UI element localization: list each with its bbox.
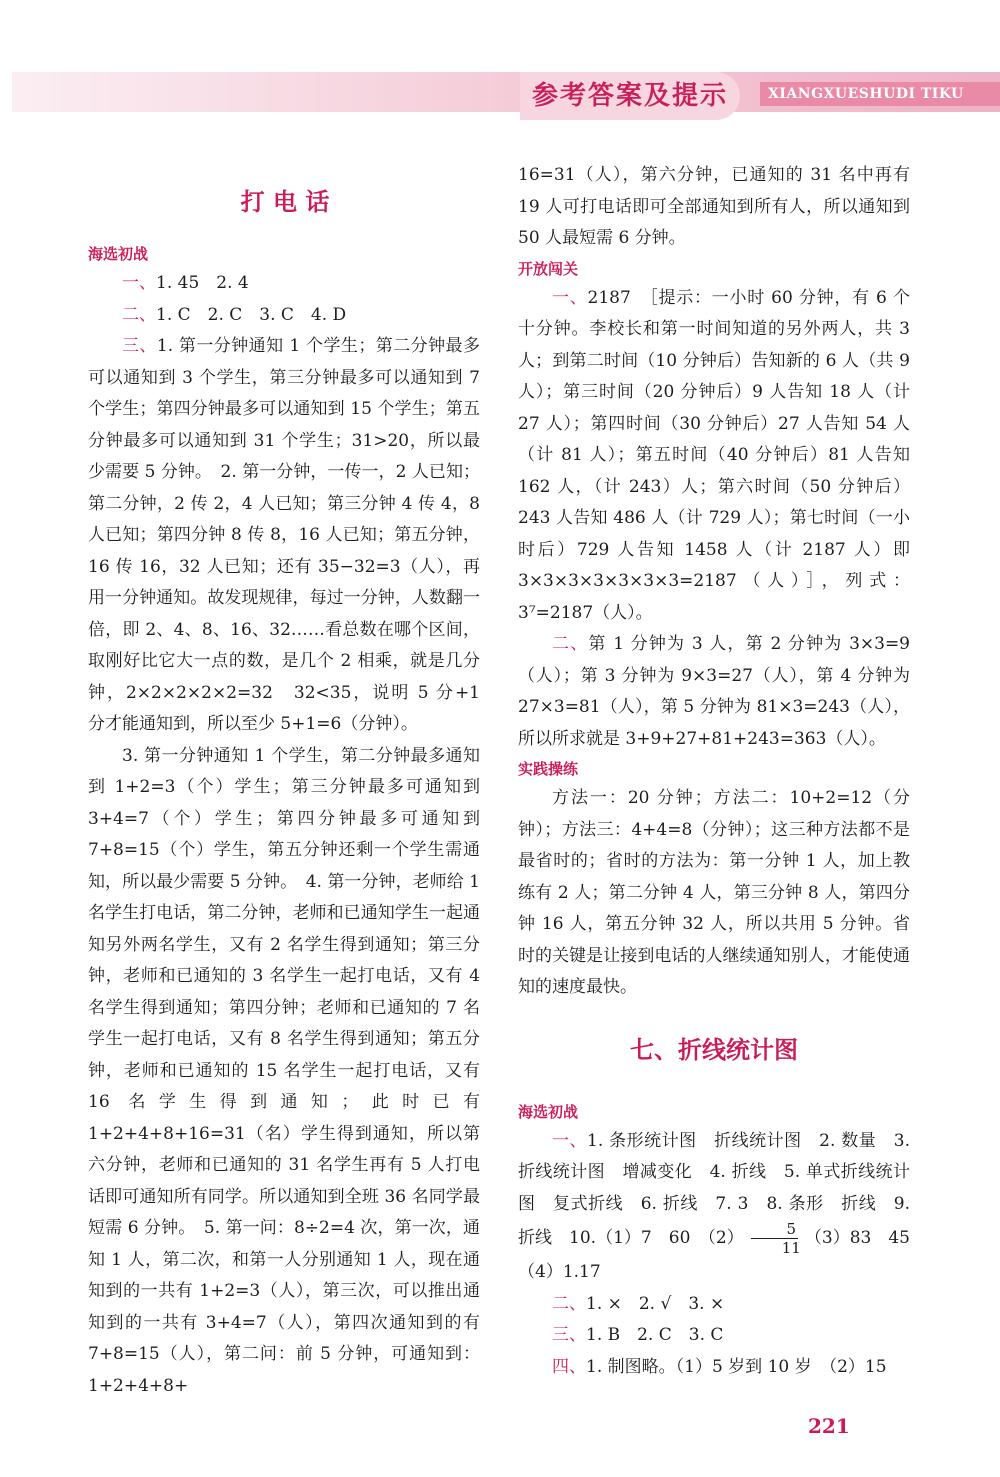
q3-text: 1. 第一分钟通知 1 个学生；第二分钟最多可以通知到 3 个学生，第三分钟最多可以通知到 7 个学生；第四分钟最多可以通知到 15 个学生；第五分钟最多可以通知到 31 个学生；31>20，所以最少需要 5 分钟。 2. 第一分钟，一传一，2 人已知；第二分钟，2 传 2，4 人已知；第三分钟 4 传 4，8 人已知；第四分钟 8 传 8，16 人已知；第五分钟，16 传 16，32 人已知；还有 35−32=3（人），再用一分钟通知。故发现规律，每过一分钟，人数翻一倍，即 2、4、8、16、32……看总数在哪个区间，取刚好比它大一点的数，是几个 2 相乘，就是几分钟，2×2×2×2×2=32 32<35，说明 5 分+1 分才能通知到，所以至少 5+1=6（分钟）。 [88, 336, 480, 734]
stat-q3 [518, 1320, 910, 1352]
stat-q2 [518, 1289, 910, 1321]
answer-q3 [88, 331, 480, 741]
header-title: 参考答案及提示 [520, 72, 740, 120]
q3-number: 三、 [122, 336, 157, 356]
section-title-line-chart: 七、折线统计图 [630, 1034, 798, 1064]
q2-text: 1. C 2. C 3. C 4. D [156, 304, 347, 325]
s2-number: 二、 [552, 1293, 586, 1314]
s4-number: 四、 [552, 1356, 586, 1377]
header-pinyin: XIANGXUESHUDI TIKU [760, 82, 1000, 106]
heading-haixuan-2: 海选初战 [518, 1102, 579, 1121]
q1-number: 一、 [122, 273, 156, 293]
fraction-denominator: 11 [781, 1239, 801, 1257]
left-column [88, 240, 480, 1402]
answer-q3-part3: 3. 第一分钟通知 1 个学生，第二分钟最多通知到 1+2=3（个）学生；第三分钟最多可通知到 3+4=7（个）学生；第四分钟最多可通知到 7+8=15（个）学生，第五分钟还剩一个学生需通知，所以最少需要 5 分钟。 4. 第一分钟，老师给 1 名学生打电话，第二分钟，老师和已通知学生一起通知另外两名学生，又有 2 名学生得到通知；第三分钟，老师和已通知的 3 名学生一起打电话，又有 4 名学生得到通知；第四分钟；老师和已通知的 7 名学生一起打电话，又有 8 名学生得到通知；第五分钟，老师和已通知的 15 名学生一起打电话，又有 16 名学生得到通知；此时已有 1+2+4+8+16=31（名）学生得到通知，所以第六分钟，老师和已通知的 31 名学生再有 5 人打电话即可通知所有同学。所以通知到全班 36 名同学最短需 6 分钟。 5. 第一问：8÷2=4 次，第一次，通知 1 人，第二次，和第一人分别通知 1 人，现在通知到的一共有 1+2=3（人），第三次，可以推出通知到的一共有 3+4=7（人），第四次通知到的有 7+8=15（人），第二问：前 5 分钟，可通知到：1+2+4+8+ [88, 745, 480, 1396]
heading-kaifang: 开放闯关 [518, 259, 579, 278]
open-q2 [518, 629, 910, 755]
o2-number: 二、 [552, 634, 589, 654]
s1-number: 一、 [552, 1130, 588, 1151]
q1-text: 1. 45 2. 4 [156, 273, 249, 293]
s2-text: 1. × 2. √ 3. × [586, 1293, 725, 1314]
answer-q2 [88, 300, 480, 332]
q2-number: 二、 [122, 304, 156, 325]
s1-text: 1. 条形统计图 折线统计图 2. 数量 3. 折线统计图 增减变化 4. 折线 5. 单式折线统计图 复式折线 6. 折线 7. 3 8. 条形 折线 9. 折线 10.（1）7 60 （2） [518, 1130, 911, 1248]
s1-tail: （3）83 45 （4）1.17 [518, 1228, 927, 1282]
stat-q1 [518, 1126, 927, 1289]
open-q1 [518, 283, 910, 630]
o1-number: 一、 [552, 287, 588, 308]
s4-text: 1. 制图略。（1）5 岁到 10 岁 （2）15 [586, 1356, 887, 1377]
right-column [518, 160, 927, 1383]
s3-number: 三、 [552, 1325, 586, 1345]
section-break [518, 1004, 910, 1098]
s3-text: 1. B 2. C 3. C [586, 1325, 724, 1345]
fraction-numerator: 5 [751, 1220, 799, 1239]
stat-q4 [518, 1352, 910, 1384]
fraction [748, 1220, 801, 1257]
section-title-phone: 打 电 话 [240, 187, 330, 216]
heading-haixuan: 海选初战 [88, 245, 149, 263]
practice-text: 方法一：20 分钟；方法二：10+2=12（分钟）；方法三：4+4=8（分钟）；这三种方法都不是最省时的；省时的方法为：第一分钟 1 人，加上教练有 2 人；第二分钟 4 人，第三分钟 8 人，第四分钟 16 人，第五分钟 32 人，所以共用 5 分钟。省时的关键是让接到电话的人继续通知别人，才能使通知的速度最快。 [518, 788, 910, 997]
heading-shijian: 实践操练 [518, 760, 579, 778]
o1-text: 2187 ［提示：一小时 60 分钟，有 6 个十分钟。李校长和第一时间知道的另外两人，共 3 人；到第二时间（10 分钟后）告知新的 6 人（共 9 人）；第三时间（20 分钟后）9 人告知 18 人（计 27 人）；第四时间（30 分钟后）27 人告知 54 人（计 81 人）；第五时间（40 分钟后）81 人告知 162 人，（计 243）人；第六时间（50 分钟后）243 人告知 486 人（计 729 人）；第七时间（一小时后）729 人告知 1458 人（计 2187 人）即 3×3×3×3×3×3×3=2187（人）］，列式：3⁷=2187（人）。 [518, 287, 911, 623]
continued-text: 16=31（人），第六分钟，已通知的 31 名中再有 19 人可打电话即可全部通知到所有人，所以通知到 50 人最短需 6 分钟。 [518, 165, 910, 248]
answer-q1 [88, 268, 480, 300]
page-number: 221 [808, 1414, 850, 1438]
o2-text: 第 1 分钟为 3 人，第 2 分钟为 3×3=9（人）；第 3 分钟为 9×3=27（人），第 4 分钟为 27×3=81（人），第 5 分钟为 81×3=243（人），所以所求就是 3+9+27+81+243=363（人）。 [518, 634, 910, 749]
